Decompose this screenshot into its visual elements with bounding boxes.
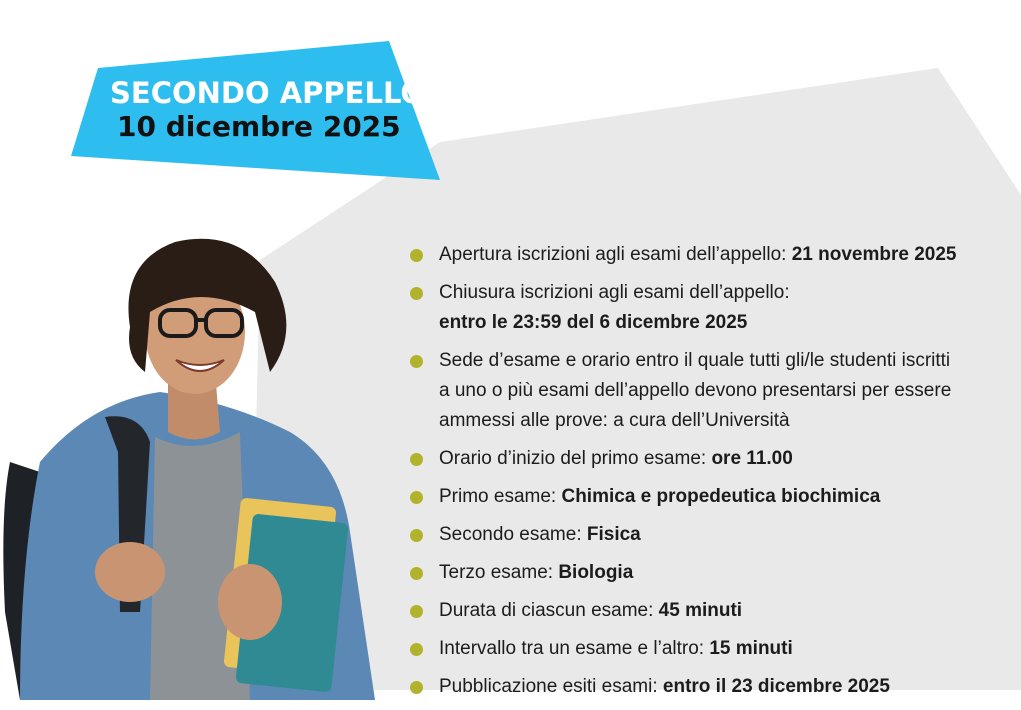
info-item-registration-close: Chiusura iscrizioni agli esami dell’appello: entro le 23:59 del 6 dicembre 2025 <box>408 278 957 338</box>
info-item-interval: Intervallo tra un esame e l’altro: 15 minuti <box>408 634 957 664</box>
info-item-first-exam: Primo esame: Chimica e propedeutica biochimica <box>408 482 957 512</box>
bullet-icon <box>410 453 423 466</box>
header-title: SECONDO APPELLO <box>110 76 426 110</box>
info-item-duration: Durata di ciascun esame: 45 minuti <box>408 596 957 626</box>
bullet-icon <box>410 567 423 580</box>
info-item-third-exam: Terzo esame: Biologia <box>408 558 957 588</box>
bullet-icon <box>410 643 423 656</box>
info-list <box>408 240 957 710</box>
bullet-icon <box>410 287 423 300</box>
bullet-icon <box>410 605 423 618</box>
info-item-second-exam: Secondo esame: Fisica <box>408 520 957 550</box>
bullet-icon <box>410 529 423 542</box>
info-item-start-time: Orario d’inizio del primo esame: ore 11.00 <box>408 444 957 474</box>
info-item-results: Pubblicazione esiti esami: entro il 23 dicembre 2025 <box>408 672 957 702</box>
header-date: 10 dicembre 2025 <box>117 110 401 143</box>
bullet-icon <box>410 491 423 504</box>
bullet-icon <box>410 355 423 368</box>
bullet-icon <box>410 681 423 694</box>
right-hand <box>218 564 282 640</box>
bullet-icon <box>410 249 423 262</box>
info-item-exam-location: Sede d’esame e orario entro il quale tutti gli/le studenti iscritti a uno o più esami dell’appello devono presentarsi per essere ammessi alle prove: a cura dell’Università <box>408 346 957 436</box>
student-illustration <box>0 232 380 700</box>
info-item-registration-open: Apertura iscrizioni agli esami dell’appello: 21 novembre 2025 <box>408 240 957 270</box>
left-hand <box>95 542 165 602</box>
